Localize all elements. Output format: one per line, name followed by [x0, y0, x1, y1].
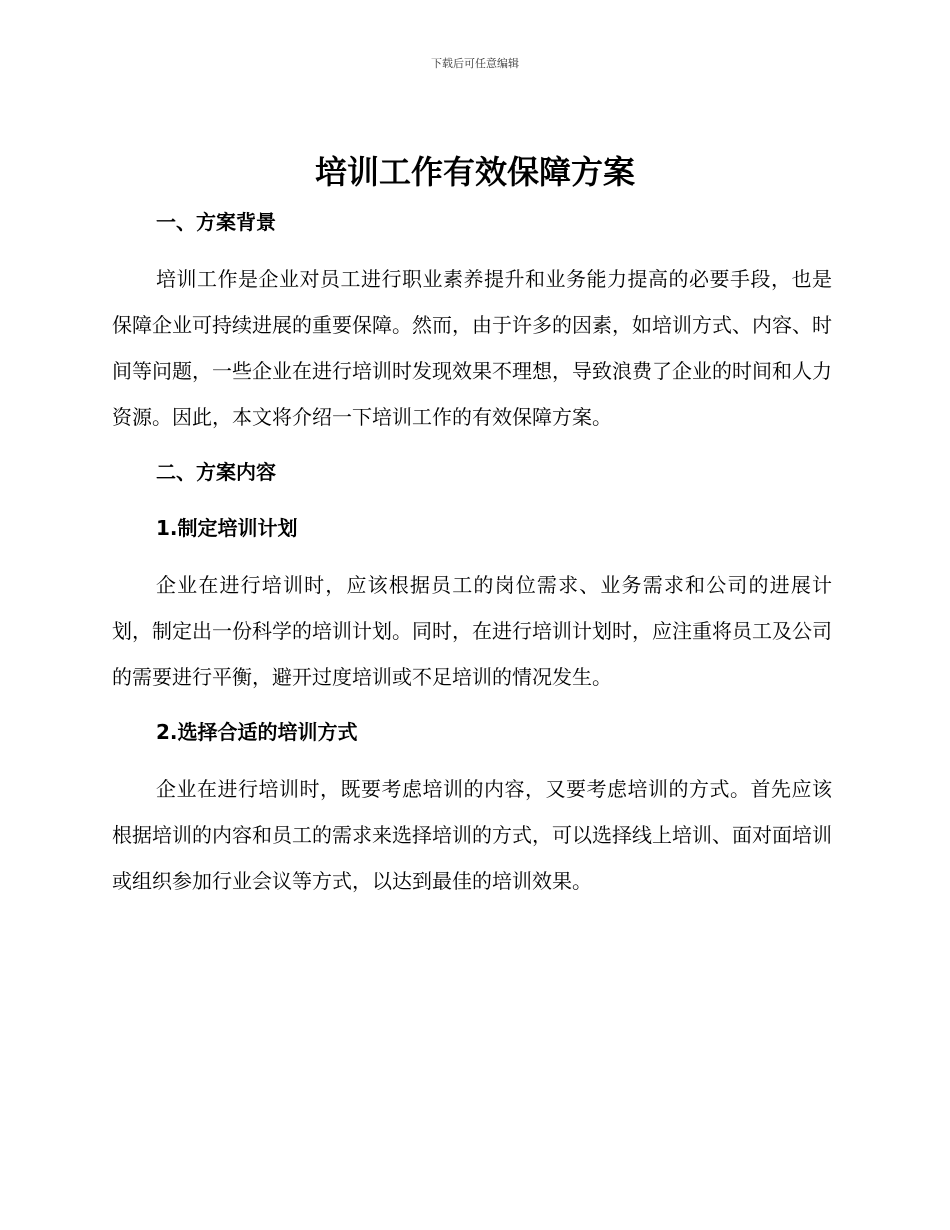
paragraph-method: 企业在进行培训时，既要考虑培训的内容，又要考虑培训的方式。首先应该根据培训的内容和员工的需求来选择培训的方式，可以选择线上培训、面对面培训或组织参加行业会议等方式，以达到最佳的培训效果。: [112, 777, 832, 893]
paragraph-background: 培训工作是企业对员工进行职业素养提升和业务能力提高的必要手段，也是保障企业可持续进展的重要保障。然而，由于许多的因素，如培训方式、内容、时间等问题，一些企业在进行培训时发现效果不理想，导致浪费了企业的时间和人力资源。因此，本文将介绍一下培训工作的有效保障方案。: [112, 267, 832, 429]
subheading-plan: 1.制定培训计划: [156, 516, 298, 540]
document-body: [112, 200, 832, 904]
document-title: 培训工作有效保障方案: [314, 153, 635, 191]
section-heading-background: 一、方案背景: [156, 210, 276, 234]
header-note: 下载后可任意编辑: [431, 57, 519, 70]
subheading-method: 2.选择合适的培训方式: [156, 720, 358, 744]
section-heading-content: 二、方案内容: [156, 460, 276, 484]
paragraph-plan: 企业在进行培训时，应该根据员工的岗位需求、业务需求和公司的进展计划，制定出一份科学的培训计划。同时，在进行培训计划时，应注重将员工及公司的需要进行平衡，避开过度培训或不足培训的情况发生。: [112, 573, 832, 689]
